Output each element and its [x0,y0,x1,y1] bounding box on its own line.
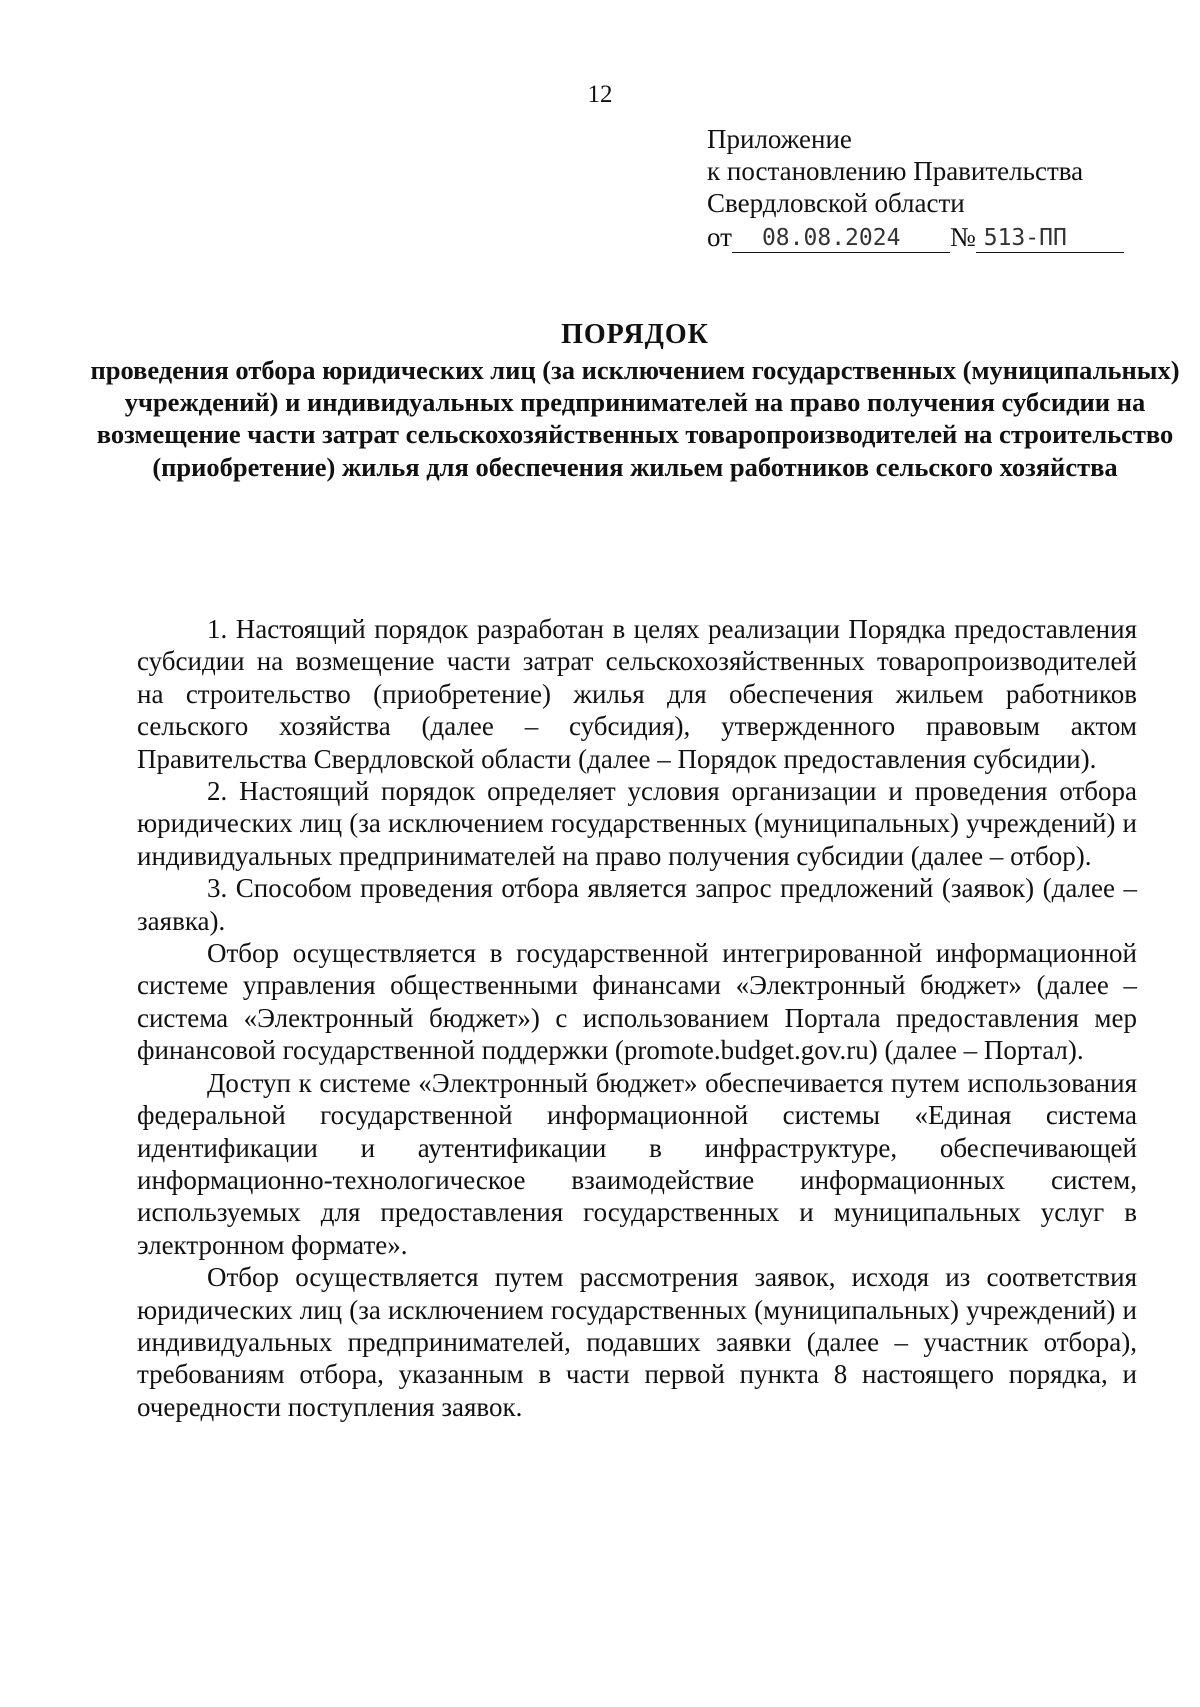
paragraph-3: 3. Способом проведения отбора является запрос предложений (заявок) (далее – заявка). [137,873,1137,936]
number-label: № [949,222,976,252]
resolution-number: 513-ПП [976,225,1124,253]
from-label: от [707,222,732,252]
page-number: 12 [587,81,613,108]
paragraph-5: Доступ к системе «Электронный бюджет» обеспечивается путем использования федеральной государственной информационной системы «Единая система идентификации и аутентификации в инфраструктуре, обеспечивающей информационно-технологическое взаимодействие информационных систем, используемых для предоставления государственных и муниципальных услуг в электронном формате». [137,1067,1137,1260]
document-title: ПОРЯДОК [561,319,709,350]
appendix-region-line: Свердловской области [707,188,965,218]
appendix-resolution-line: к постановлению Правительства [707,156,1084,186]
paragraph-6: Отбор осуществляется путем рассмотрения заявок, исходя из соответствия юридических лиц (за исключением государственных (муниципальных) учреждений) и индивидуальных предпринимателей, подавших заявки (далее – участник отбора), требованиям отбора, указанным в части первой пункта 8 настоящего порядка, и очередности поступления заявок. [137,1262,1137,1422]
document-body [137,613,1137,1423]
resolution-date: 08.08.2024 [732,225,950,253]
paragraph-1: 1. Настоящий порядок разработан в целях реализации Порядка предоставления субсидии на возмещение части затрат сельскохозяйственных товаропроизводителей на строительство (приобретение) жилья для обеспечения жильем работников сельского хозяйства (далее – субсидия), утвержденного правовым актом Правительства Свердловской области (далее – Порядок предоставления субсидии). [137,614,1137,774]
paragraph-2: 2. Настоящий порядок определяет условия организации и проведения отбора юридических лиц (за исключением государственных (муниципальных) учреждений) и индивидуальных предпринимателей на право получения субсидии (далее – отбор). [137,776,1137,871]
appendix-block [707,123,1127,253]
document-heading [90,318,1180,483]
appendix-label: Приложение [707,124,852,154]
paragraph-4: Отбор осуществляется в государственной интегрированной информационной системе управления общественными финансами «Электронный бюджет» (далее – система «Электронный бюджет») с использованием Портала предоставления мер финансовой государственной поддержки (promote.budget.gov.ru) (далее – Портал). [137,938,1137,1066]
document-subtitle: проведения отбора юридических лиц (за исключением государственных (муниципальных) учреждений) и индивидуальных предпринимателей на право получения субсидии на возмещение части затрат сельскохозяйственных товаропроизводителей на строительство (приобретение) жилья для обеспечения жильем работников сельского хозяйства [90,355,1180,482]
appendix-reference-line [707,221,1127,253]
